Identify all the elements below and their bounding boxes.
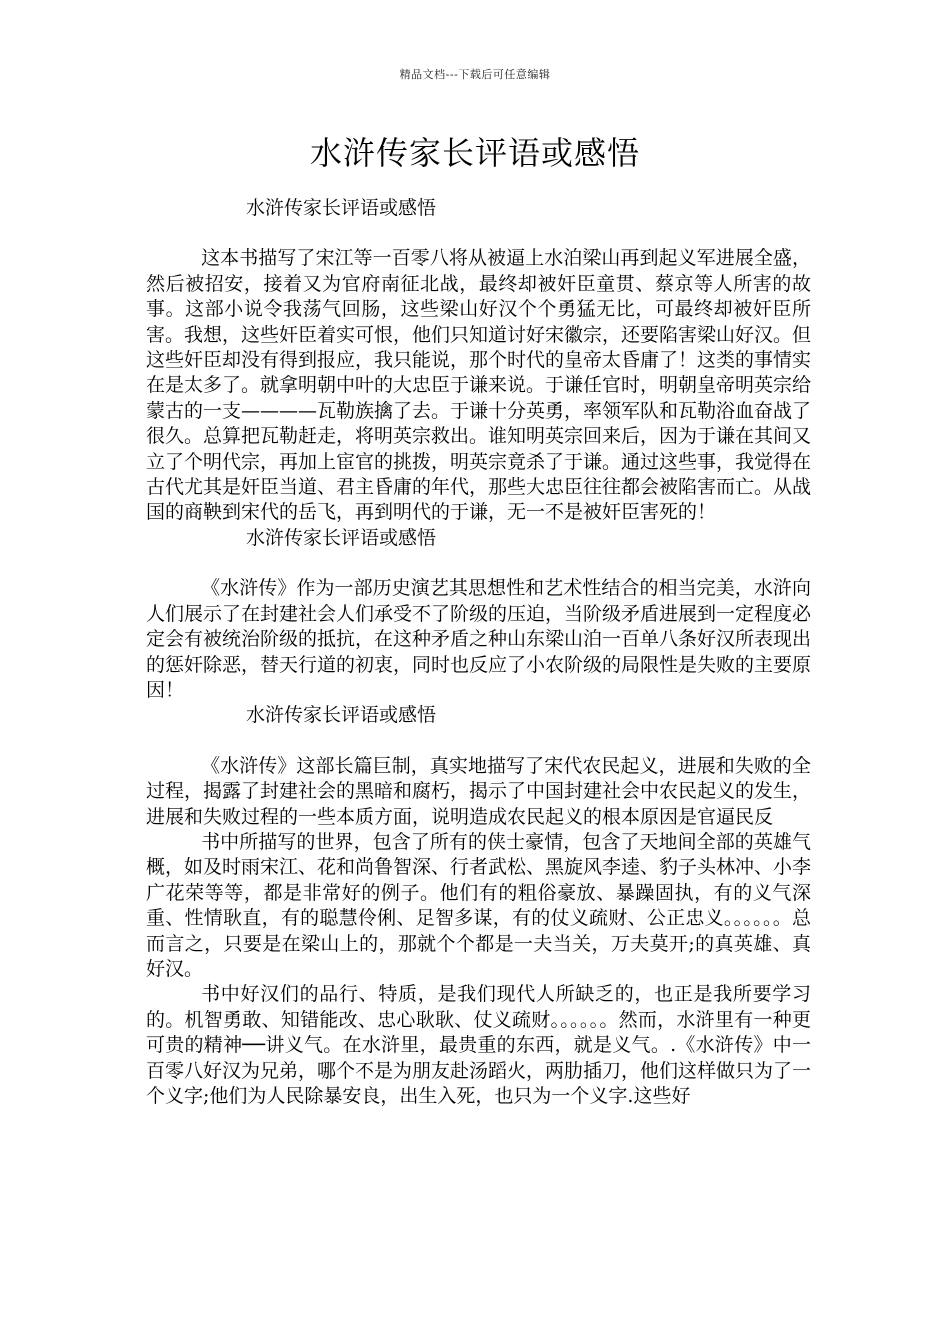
section-1 [146, 196, 811, 526]
paragraph: 书中所描写的世界，包含了所有的侠士豪情，包含了天地间全部的英雄气概，如及时雨宋江、花和尚鲁智深、行者武松、黑旋风李逵、豹子头林冲、小李广花荣等等，都是非常好的例子。他们有的粗俗豪放、暴躁固执，有的义气深重、性情耿直，有的聪慧伶俐、足智多谋，有的仗义疏财、公正忠义。。。。。。总而言之，只要是在梁山上的，那就个个都是一夫当关，万夫莫开;的真英雄、真好汉。 [146, 830, 812, 980]
paragraph: 《水浒传》这部长篇巨制，真实地描写了宋代农民起义，进展和失败的全过程，揭露了封建社会的黑暗和腐朽，揭示了中国封建社会中农民起义的发生，进展和失败过程的一些本质方面，说明造成农民起义的根本原因是官逼民反 [146, 754, 812, 828]
section-3 [146, 703, 811, 1109]
section-subtitle: 水浒传家长评语或感悟 [246, 704, 437, 727]
section-subtitle: 水浒传家长评语或感悟 [246, 526, 437, 549]
paragraph: 这本书描写了宋江等一百零八将从被逼上水泊梁山再到起义军进展全盛，然后被招安，接着又为官府南征北战，最终却被奸臣童贯、蔡京等人所害的故事。这部小说令我荡气回肠，这些梁山好汉个个勇猛无比，可最终却被奸臣所害。我想，这些奸臣着实可恨，他们只知道讨好宋徽宗，还要陷害梁山好汉。但这些奸臣却没有得到报应，我只能说，那个时代的皇帝太昏庸了！这类的事情实在是太多了。就拿明朝中叶的大忠臣于谦来说。于谦任官时，明朝皇帝明英宗给蒙古的一支————瓦勒族擒了去。于谦十分英勇，率领军队和瓦勒浴血奋战了很久。总算把瓦勒赶走，将明英宗救出。谁知明英宗回来后，因为于谦在其间又立了个明代宗，再加上宦官的挑拨，明英宗竟杀了于谦。通过这些事，我觉得在古代尤其是奸臣当道、君主昏庸的年代，那些大忠臣往往都会被陷害而亡。从战国的商鞅到宋代的岳飞，再到明代的于谦，无一不是被奸臣害死的！ [146, 247, 812, 524]
document-title: 水浒传家长评语或感悟 [309, 134, 640, 172]
section-subtitle: 水浒传家长评语或感悟 [246, 197, 437, 219]
section-2 [146, 526, 811, 703]
paragraph: 《水浒传》作为一部历史演艺其思想性和艺术性结合的相当完美，水浒向人们展示了在封建社会人们承受不了阶级的压迫，当阶级矛盾进展到一定程度必定会有被统治阶级的抵抗，在这种矛盾之种山东梁山泊一百单八条好汉所表现出的惩奸除恶，替天行道的初衷，同时也反应了小农阶级的局限性是失败的主要原因！ [146, 577, 812, 701]
paragraph: 书中好汉们的品行、特质，是我们现代人所缺乏的，也正是我所要学习的。机智勇敢、知错能改、忠心耿耿、仗义疏财。。。。。。然而，水浒里有一种更可贵的精神──讲义气。在水浒里，最贵重的东西，就是义气。.《水浒传》中一百零八好汉为兄弟，哪个不是为朋友赴汤蹈火，两肋插刀，他们这样做只为了一个义字;他们为人民除暴安良，出生入死，也只为一个义字.这些好 [146, 983, 812, 1107]
document-body [146, 196, 811, 1109]
page-header: 精品文档---下载后可任意编辑 [399, 68, 551, 81]
